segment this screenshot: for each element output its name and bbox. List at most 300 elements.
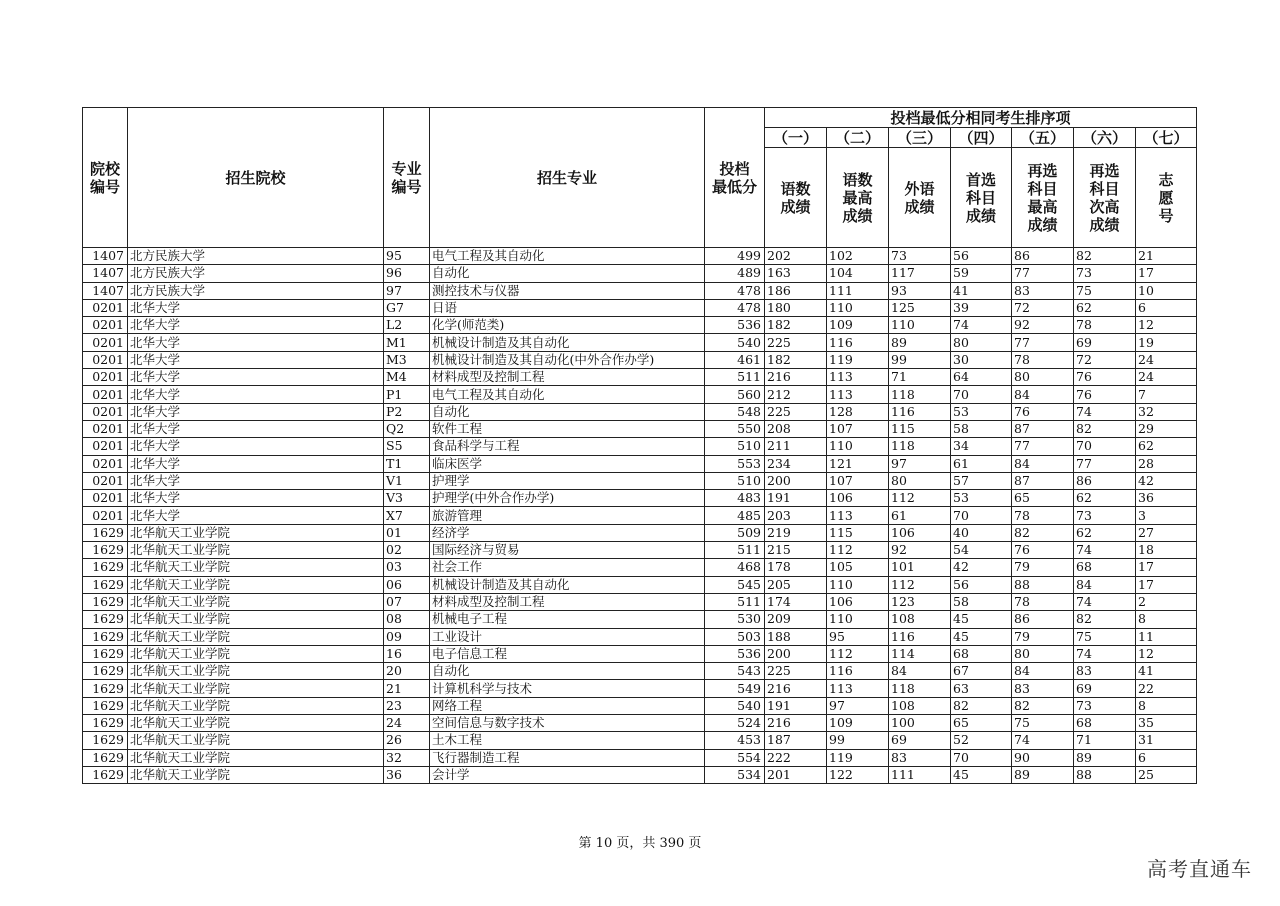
cell-chinese-math-max: 106	[827, 593, 889, 610]
cell-chinese-math-max: 121	[827, 455, 889, 472]
cell-major-name: 机械设计制造及其自动化	[430, 334, 705, 351]
cell-chinese-math: 200	[765, 645, 827, 662]
cell-major-name: 护理学	[430, 472, 705, 489]
cell-chinese-math: 182	[765, 351, 827, 368]
cell-elective-max: 87	[1012, 472, 1074, 489]
cell-elective-max: 86	[1012, 611, 1074, 628]
cell-school-name: 北方民族大学	[128, 282, 384, 299]
table-row	[83, 559, 1197, 576]
cell-chinese-math-max: 107	[827, 420, 889, 437]
cell-chinese-math-max: 104	[827, 265, 889, 282]
cell-first-subject: 59	[951, 265, 1012, 282]
cell-chinese-math-max: 102	[827, 248, 889, 265]
cell-elective-second: 74	[1074, 593, 1136, 610]
cell-major-code: 06	[384, 576, 430, 593]
cell-major-code: 23	[384, 697, 430, 714]
cell-elective-second: 68	[1074, 715, 1136, 732]
cell-foreign-language: 89	[889, 334, 951, 351]
cell-chinese-math-max: 105	[827, 559, 889, 576]
cell-major-code: Q2	[384, 420, 430, 437]
cell-foreign-language: 61	[889, 507, 951, 524]
cell-chinese-math: 225	[765, 663, 827, 680]
cell-chinese-math: 216	[765, 680, 827, 697]
cell-school-name: 北华航天工业学院	[128, 645, 384, 662]
cell-min-score: 530	[705, 611, 765, 628]
cell-elective-second: 74	[1074, 403, 1136, 420]
cell-school-name: 北华大学	[128, 299, 384, 316]
cell-elective-second: 75	[1074, 282, 1136, 299]
table-row	[83, 369, 1197, 386]
cell-chinese-math-max: 116	[827, 334, 889, 351]
table-row	[83, 645, 1197, 662]
cell-preference-no: 17	[1136, 559, 1197, 576]
cell-elective-second: 72	[1074, 351, 1136, 368]
cell-school-code: 0201	[83, 490, 128, 507]
cell-preference-no: 27	[1136, 524, 1197, 541]
cell-major-code: 03	[384, 559, 430, 576]
cell-first-subject: 57	[951, 472, 1012, 489]
cell-chinese-math-max: 122	[827, 766, 889, 783]
cell-first-subject: 58	[951, 420, 1012, 437]
cell-chinese-math: 186	[765, 282, 827, 299]
cell-chinese-math: 203	[765, 507, 827, 524]
cell-elective-max: 65	[1012, 490, 1074, 507]
cell-elective-second: 69	[1074, 680, 1136, 697]
cell-chinese-math: 174	[765, 593, 827, 610]
cell-elective-max: 89	[1012, 766, 1074, 783]
cell-school-code: 1629	[83, 749, 128, 766]
cell-foreign-language: 97	[889, 455, 951, 472]
cell-major-code: 36	[384, 766, 430, 783]
table-row	[83, 282, 1197, 299]
cell-major-name: 电气工程及其自动化	[430, 386, 705, 403]
cell-first-subject: 45	[951, 628, 1012, 645]
cell-school-code: 1629	[83, 715, 128, 732]
cell-school-name: 北华大学	[128, 507, 384, 524]
cell-chinese-math-max: 119	[827, 749, 889, 766]
cell-min-score: 540	[705, 334, 765, 351]
cell-elective-second: 82	[1074, 248, 1136, 265]
table-row	[83, 611, 1197, 628]
cell-elective-max: 76	[1012, 403, 1074, 420]
cell-major-name: 材料成型及控制工程	[430, 369, 705, 386]
cell-school-code: 1629	[83, 593, 128, 610]
cell-major-name: 机械设计制造及其自动化	[430, 576, 705, 593]
cell-elective-max: 92	[1012, 317, 1074, 334]
cell-major-name: 材料成型及控制工程	[430, 593, 705, 610]
cell-foreign-language: 80	[889, 472, 951, 489]
cell-school-code: 1629	[83, 645, 128, 662]
table-row	[83, 732, 1197, 749]
cell-major-name: 计算机科学与技术	[430, 680, 705, 697]
cell-min-score: 510	[705, 472, 765, 489]
cell-elective-second: 68	[1074, 559, 1136, 576]
cell-foreign-language: 112	[889, 490, 951, 507]
cell-school-code: 1629	[83, 663, 128, 680]
cell-min-score: 550	[705, 420, 765, 437]
cell-school-name: 北华大学	[128, 317, 384, 334]
cell-elective-max: 88	[1012, 576, 1074, 593]
cell-chinese-math: 163	[765, 265, 827, 282]
cell-chinese-math: 225	[765, 403, 827, 420]
cell-elective-second: 70	[1074, 438, 1136, 455]
cell-preference-no: 12	[1136, 645, 1197, 662]
cell-elective-max: 82	[1012, 524, 1074, 541]
cell-preference-no: 2	[1136, 593, 1197, 610]
cell-major-code: 07	[384, 593, 430, 610]
cell-preference-no: 17	[1136, 576, 1197, 593]
table-row	[83, 455, 1197, 472]
table-row	[83, 490, 1197, 507]
header-tiebreak-group: 投档最低分相同考生排序项	[765, 108, 1197, 128]
cell-major-name: 网络工程	[430, 697, 705, 714]
table-row	[83, 248, 1197, 265]
cell-preference-no: 12	[1136, 317, 1197, 334]
cell-chinese-math-max: 111	[827, 282, 889, 299]
cell-chinese-math-max: 128	[827, 403, 889, 420]
cell-elective-second: 82	[1074, 611, 1136, 628]
header-tiebreak-index: （五）	[1012, 128, 1074, 148]
cell-major-code: 08	[384, 611, 430, 628]
cell-elective-second: 62	[1074, 490, 1136, 507]
cell-major-code: P1	[384, 386, 430, 403]
cell-elective-max: 79	[1012, 628, 1074, 645]
cell-school-name: 北华大学	[128, 386, 384, 403]
cell-first-subject: 30	[951, 351, 1012, 368]
cell-chinese-math: 202	[765, 248, 827, 265]
cell-major-name: 自动化	[430, 265, 705, 282]
cell-school-code: 0201	[83, 455, 128, 472]
cell-preference-no: 42	[1136, 472, 1197, 489]
cell-foreign-language: 101	[889, 559, 951, 576]
cell-school-name: 北华大学	[128, 369, 384, 386]
cell-chinese-math: 222	[765, 749, 827, 766]
cell-major-code: 09	[384, 628, 430, 645]
cell-school-name: 北华大学	[128, 490, 384, 507]
cell-chinese-math-max: 113	[827, 680, 889, 697]
cell-preference-no: 36	[1136, 490, 1197, 507]
cell-elective-second: 62	[1074, 524, 1136, 541]
cell-chinese-math-max: 112	[827, 645, 889, 662]
cell-foreign-language: 93	[889, 282, 951, 299]
cell-school-name: 北华大学	[128, 403, 384, 420]
cell-foreign-language: 92	[889, 542, 951, 559]
cell-foreign-language: 116	[889, 403, 951, 420]
cell-first-subject: 70	[951, 507, 1012, 524]
cell-major-code: 26	[384, 732, 430, 749]
cell-preference-no: 24	[1136, 369, 1197, 386]
cell-major-name: 自动化	[430, 403, 705, 420]
cell-school-code: 1629	[83, 611, 128, 628]
cell-min-score: 540	[705, 697, 765, 714]
table-row	[83, 317, 1197, 334]
cell-chinese-math: 225	[765, 334, 827, 351]
header-major-name: 招生专业	[430, 108, 705, 248]
cell-school-name: 北华大学	[128, 438, 384, 455]
cell-elective-second: 82	[1074, 420, 1136, 437]
cell-school-name: 北华航天工业学院	[128, 542, 384, 559]
cell-major-name: 食品科学与工程	[430, 438, 705, 455]
cell-min-score: 543	[705, 663, 765, 680]
header-tiebreak-item: 志 愿 号	[1136, 148, 1197, 248]
cell-elective-second: 86	[1074, 472, 1136, 489]
cell-elective-max: 83	[1012, 680, 1074, 697]
cell-elective-second: 77	[1074, 455, 1136, 472]
cell-school-name: 北华航天工业学院	[128, 680, 384, 697]
cell-major-code: G7	[384, 299, 430, 316]
cell-major-name: 软件工程	[430, 420, 705, 437]
cell-foreign-language: 117	[889, 265, 951, 282]
cell-elective-max: 80	[1012, 645, 1074, 662]
cell-min-score: 548	[705, 403, 765, 420]
cell-school-code: 0201	[83, 351, 128, 368]
cell-school-code: 0201	[83, 507, 128, 524]
cell-foreign-language: 108	[889, 697, 951, 714]
header-tiebreak-index: （六）	[1074, 128, 1136, 148]
cell-foreign-language: 118	[889, 438, 951, 455]
cell-major-code: M1	[384, 334, 430, 351]
cell-first-subject: 34	[951, 438, 1012, 455]
cell-major-code: 96	[384, 265, 430, 282]
cell-min-score: 524	[705, 715, 765, 732]
cell-first-subject: 45	[951, 611, 1012, 628]
cell-first-subject: 82	[951, 697, 1012, 714]
cell-chinese-math: 201	[765, 766, 827, 783]
cell-school-code: 0201	[83, 386, 128, 403]
cell-min-score: 483	[705, 490, 765, 507]
cell-school-name: 北华航天工业学院	[128, 559, 384, 576]
cell-chinese-math: 182	[765, 317, 827, 334]
cell-preference-no: 31	[1136, 732, 1197, 749]
cell-chinese-math-max: 113	[827, 507, 889, 524]
cell-school-name: 北方民族大学	[128, 265, 384, 282]
cell-school-code: 0201	[83, 472, 128, 489]
cell-min-score: 510	[705, 438, 765, 455]
cell-major-name: 临床医学	[430, 455, 705, 472]
cell-foreign-language: 73	[889, 248, 951, 265]
cell-major-code: 02	[384, 542, 430, 559]
table-row	[83, 766, 1197, 783]
cell-school-name: 北华航天工业学院	[128, 715, 384, 732]
cell-major-name: 护理学(中外合作办学)	[430, 490, 705, 507]
cell-school-name: 北华航天工业学院	[128, 663, 384, 680]
header-tiebreak-item: 语数 最高 成绩	[827, 148, 889, 248]
cell-min-score: 499	[705, 248, 765, 265]
cell-major-name: 自动化	[430, 663, 705, 680]
cell-chinese-math-max: 112	[827, 542, 889, 559]
cell-school-name: 北方民族大学	[128, 248, 384, 265]
cell-min-score: 536	[705, 317, 765, 334]
cell-foreign-language: 83	[889, 749, 951, 766]
cell-min-score: 553	[705, 455, 765, 472]
cell-school-code: 0201	[83, 403, 128, 420]
table-row	[83, 472, 1197, 489]
cell-chinese-math: 191	[765, 490, 827, 507]
cell-major-name: 空间信息与数字技术	[430, 715, 705, 732]
table-row	[83, 299, 1197, 316]
cell-elective-max: 84	[1012, 386, 1074, 403]
header-school-code: 院校 编号	[83, 108, 128, 248]
table-row	[83, 576, 1197, 593]
cell-first-subject: 74	[951, 317, 1012, 334]
cell-first-subject: 70	[951, 386, 1012, 403]
cell-school-code: 0201	[83, 420, 128, 437]
cell-major-name: 旅游管理	[430, 507, 705, 524]
cell-chinese-math: 212	[765, 386, 827, 403]
cell-school-code: 0201	[83, 299, 128, 316]
table-row	[83, 524, 1197, 541]
cell-major-name: 化学(师范类)	[430, 317, 705, 334]
cell-first-subject: 65	[951, 715, 1012, 732]
table-body	[83, 248, 1197, 784]
cell-min-score: 478	[705, 282, 765, 299]
cell-elective-max: 87	[1012, 420, 1074, 437]
header-tiebreak-index: （七）	[1136, 128, 1197, 148]
cell-preference-no: 7	[1136, 386, 1197, 403]
cell-elective-max: 86	[1012, 248, 1074, 265]
cell-major-code: S5	[384, 438, 430, 455]
cell-major-name: 测控技术与仪器	[430, 282, 705, 299]
cell-foreign-language: 115	[889, 420, 951, 437]
cell-school-name: 北华航天工业学院	[128, 593, 384, 610]
cell-chinese-math: 234	[765, 455, 827, 472]
cell-first-subject: 80	[951, 334, 1012, 351]
cell-school-code: 1629	[83, 559, 128, 576]
cell-major-name: 飞行器制造工程	[430, 749, 705, 766]
cell-first-subject: 39	[951, 299, 1012, 316]
cell-preference-no: 11	[1136, 628, 1197, 645]
cell-foreign-language: 118	[889, 386, 951, 403]
cell-min-score: 545	[705, 576, 765, 593]
cell-school-name: 北华航天工业学院	[128, 576, 384, 593]
cell-foreign-language: 116	[889, 628, 951, 645]
table-row	[83, 403, 1197, 420]
cell-min-score: 511	[705, 542, 765, 559]
cell-major-name: 机械电子工程	[430, 611, 705, 628]
cell-elective-max: 78	[1012, 351, 1074, 368]
cell-major-code: 32	[384, 749, 430, 766]
cell-chinese-math: 191	[765, 697, 827, 714]
cell-chinese-math-max: 110	[827, 438, 889, 455]
cell-first-subject: 40	[951, 524, 1012, 541]
cell-chinese-math-max: 115	[827, 524, 889, 541]
table-row	[83, 386, 1197, 403]
cell-school-code: 0201	[83, 438, 128, 455]
table-row	[83, 593, 1197, 610]
cell-chinese-math: 216	[765, 369, 827, 386]
cell-first-subject: 53	[951, 403, 1012, 420]
header-tiebreak-item: 首选 科目 成绩	[951, 148, 1012, 248]
cell-school-name: 北华大学	[128, 472, 384, 489]
cell-first-subject: 58	[951, 593, 1012, 610]
cell-major-name: 工业设计	[430, 628, 705, 645]
cell-preference-no: 17	[1136, 265, 1197, 282]
cell-school-code: 1629	[83, 680, 128, 697]
cell-foreign-language: 118	[889, 680, 951, 697]
cell-elective-max: 78	[1012, 593, 1074, 610]
cell-chinese-math: 205	[765, 576, 827, 593]
cell-elective-max: 76	[1012, 542, 1074, 559]
cell-preference-no: 6	[1136, 299, 1197, 316]
header-min-score: 投档 最低分	[705, 108, 765, 248]
header-tiebreak-index: （四）	[951, 128, 1012, 148]
cell-school-name: 北华航天工业学院	[128, 697, 384, 714]
header-major-code: 专业 编号	[384, 108, 430, 248]
cell-major-name: 土木工程	[430, 732, 705, 749]
cell-elective-second: 62	[1074, 299, 1136, 316]
header-tiebreak-item: 外语 成绩	[889, 148, 951, 248]
cell-elective-second: 84	[1074, 576, 1136, 593]
cell-major-code: 97	[384, 282, 430, 299]
cell-chinese-math: 216	[765, 715, 827, 732]
table-row	[83, 697, 1197, 714]
cell-elective-max: 80	[1012, 369, 1074, 386]
cell-school-name: 北华大学	[128, 334, 384, 351]
cell-major-name: 经济学	[430, 524, 705, 541]
cell-elective-second: 73	[1074, 697, 1136, 714]
table-row	[83, 265, 1197, 282]
table-row	[83, 749, 1197, 766]
cell-chinese-math: 215	[765, 542, 827, 559]
cell-elective-max: 82	[1012, 697, 1074, 714]
cell-min-score: 461	[705, 351, 765, 368]
cell-school-name: 北华大学	[128, 351, 384, 368]
cell-major-code: 20	[384, 663, 430, 680]
header-school-name: 招生院校	[128, 108, 384, 248]
cell-preference-no: 25	[1136, 766, 1197, 783]
cell-preference-no: 19	[1136, 334, 1197, 351]
table-row	[83, 351, 1197, 368]
cell-min-score: 549	[705, 680, 765, 697]
cell-min-score: 478	[705, 299, 765, 316]
cell-foreign-language: 99	[889, 351, 951, 368]
cell-major-code: M4	[384, 369, 430, 386]
cell-school-code: 0201	[83, 334, 128, 351]
table-row	[83, 420, 1197, 437]
cell-min-score: 560	[705, 386, 765, 403]
cell-preference-no: 28	[1136, 455, 1197, 472]
cell-min-score: 511	[705, 369, 765, 386]
table-row	[83, 438, 1197, 455]
cell-elective-max: 75	[1012, 715, 1074, 732]
cell-min-score: 503	[705, 628, 765, 645]
cell-major-name: 机械设计制造及其自动化(中外合作办学)	[430, 351, 705, 368]
header-tiebreak-item: 再选 科目 次高 成绩	[1074, 148, 1136, 248]
header-tiebreak-item: 再选 科目 最高 成绩	[1012, 148, 1074, 248]
cell-min-score: 536	[705, 645, 765, 662]
cell-first-subject: 54	[951, 542, 1012, 559]
cell-preference-no: 22	[1136, 680, 1197, 697]
cell-elective-second: 88	[1074, 766, 1136, 783]
cell-chinese-math: 180	[765, 299, 827, 316]
cell-major-code: 95	[384, 248, 430, 265]
cell-major-code: 21	[384, 680, 430, 697]
cell-school-code: 1629	[83, 524, 128, 541]
cell-preference-no: 29	[1136, 420, 1197, 437]
cell-elective-max: 77	[1012, 438, 1074, 455]
cell-chinese-math-max: 107	[827, 472, 889, 489]
header-tiebreak-index: （二）	[827, 128, 889, 148]
cell-first-subject: 63	[951, 680, 1012, 697]
page-footer: 第 10 页，共 390 页	[578, 836, 702, 851]
cell-school-code: 0201	[83, 369, 128, 386]
cell-major-code: 24	[384, 715, 430, 732]
cell-first-subject: 53	[951, 490, 1012, 507]
table-row	[83, 542, 1197, 559]
cell-major-code: 16	[384, 645, 430, 662]
cell-preference-no: 8	[1136, 697, 1197, 714]
cell-elective-max: 77	[1012, 334, 1074, 351]
